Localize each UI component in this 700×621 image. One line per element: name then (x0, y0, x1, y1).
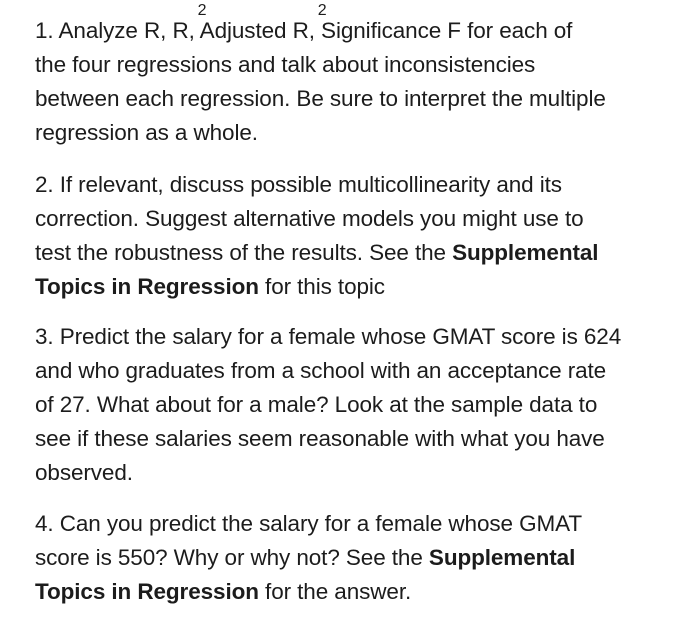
question-3-line-2: and who graduates from a school with an acceptance rate (35, 358, 607, 383)
question-text: , Adjusted R (188, 18, 309, 43)
question-3-line-3: of 27. What about for a male? Look at the sample data to (35, 392, 598, 417)
question-text: test the robustness of the results. See the (35, 240, 453, 265)
question-4-line-3 (35, 575, 675, 609)
question-number: 1. (35, 18, 54, 43)
question-2-line-1: 2. If relevant, discuss possible multicollinearity and its (35, 172, 562, 197)
question-1-line-2: the four regressions and talk about inconsistencies (35, 52, 536, 77)
question-3-line-4: see if these salaries seem reasonable with what you have (35, 426, 605, 451)
question-text: for the answer. (258, 579, 412, 604)
question-3-line-5: observed. (35, 460, 133, 485)
question-4-line-1: 4. Can you predict the salary for a female whose GMAT (35, 511, 583, 536)
reference-bold-text: Topics in Regression (35, 274, 259, 299)
question-1-line-1 (35, 2, 675, 48)
question-text: Analyze R, R (58, 18, 189, 43)
question-4-line-2 (35, 541, 675, 575)
question-text: , Significance F for each of (308, 18, 573, 43)
reference-bold-text: Supplemental (428, 545, 576, 570)
question-4 (35, 507, 675, 609)
question-2-line-4 (35, 270, 675, 304)
question-text: score is 550? Why or why not? See the (35, 545, 429, 570)
reference-bold-text: Supplemental (452, 240, 599, 265)
question-1-line-4: regression as a whole. (35, 120, 258, 145)
question-2-line-2: correction. Suggest alternative models you might use to (35, 206, 584, 231)
question-1-line-3: between each regression. Be sure to interpret the multiple (35, 86, 606, 111)
reference-bold-text: Topics in Regression (35, 579, 259, 604)
question-3 (35, 320, 675, 490)
superscript-2: 2 (317, 2, 327, 19)
question-3-line-1: 3. Predict the salary for a female whose GMAT score is 624 (35, 324, 622, 349)
question-1 (35, 2, 675, 150)
question-2 (35, 168, 675, 304)
question-text: for this topic (258, 274, 385, 299)
superscript-2: 2 (197, 2, 207, 19)
question-2-line-3 (35, 236, 675, 270)
